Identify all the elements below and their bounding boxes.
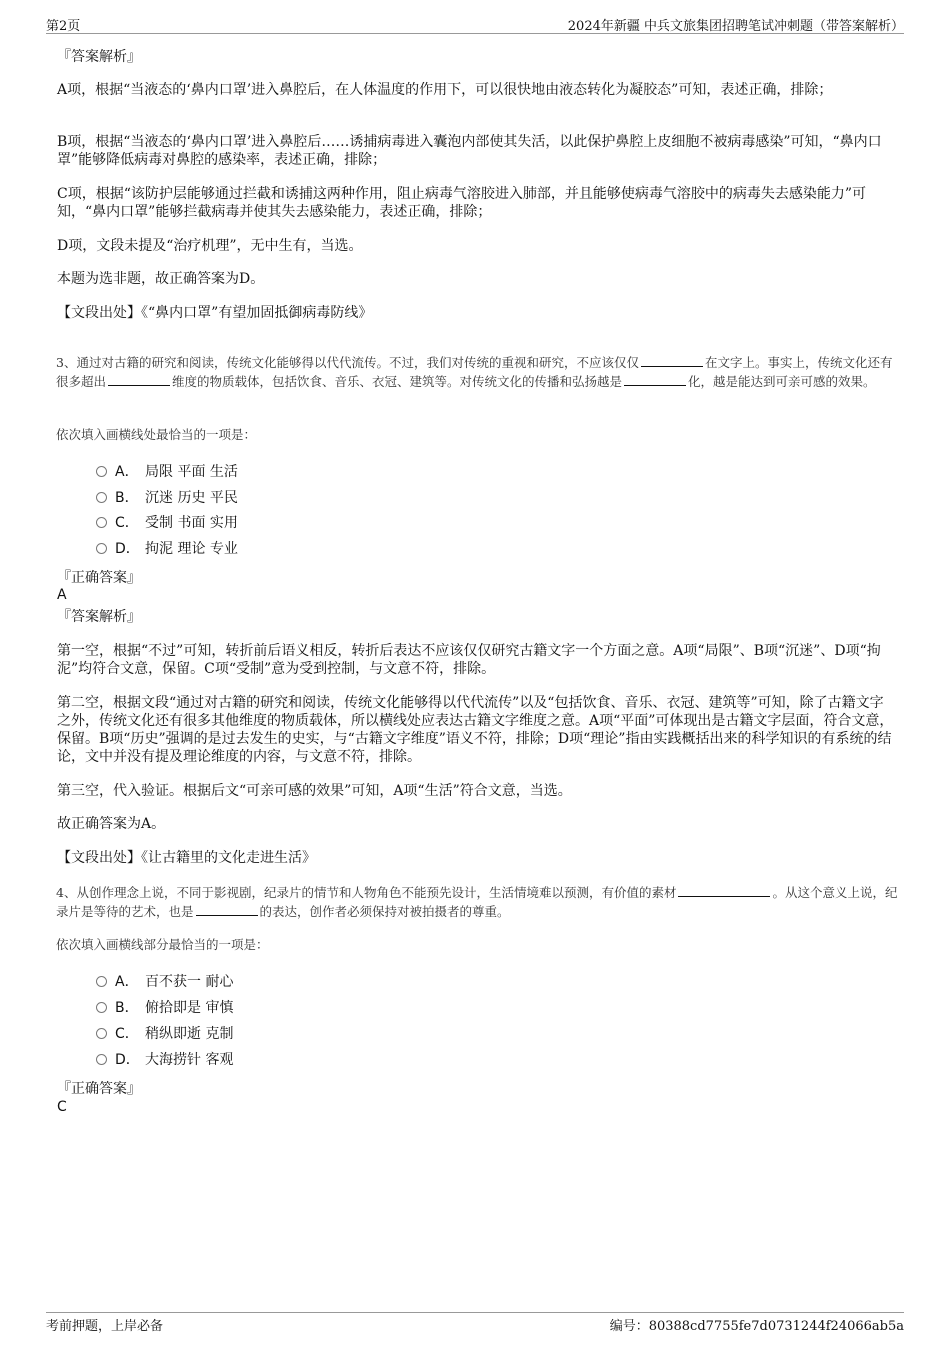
q3-prompt: 依次填入画横线处最恰当的一项是： xyxy=(56,427,257,442)
q3-option-d[interactable]: D． 拘泥 理论 专业 xyxy=(96,539,238,559)
q2-conclusion: 本题为选非题，故正确答案为D。 xyxy=(57,271,265,287)
q2-analysis-d: D项，文段未提及“治疗机理”，无中生有，当选。 xyxy=(57,238,363,254)
q3-option-c[interactable]: C． 受制 书面 实用 xyxy=(96,513,238,533)
q4-stem xyxy=(56,883,898,921)
q3-blank-2 xyxy=(108,373,170,386)
q4-stem-part1: 4、从创作理念上说，不同于影视剧，纪录片的情节和人物角色不能预先设计，生活情境难以预测，有价值的素材 xyxy=(56,885,677,900)
q4-prompt: 依次填入画横线部分最恰当的一项是： xyxy=(56,937,269,952)
q2-analysis-b: B项，根据“当液态的‘鼻内口罩’进入鼻腔后……诱捕病毒进入囊泡内部使其失活，以此保护鼻腔上皮细胞不被病毒感染”可知，“鼻内口罩”能够降低病毒对鼻腔的感染率，表述正确，排除； xyxy=(57,134,882,168)
q3-source: 【文段出处】《让古籍里的文化走进生活》 xyxy=(57,850,316,866)
q3-analysis-p2: 第二空，根据文段“通过对古籍的研究和阅读，传统文化能够得以代代流传”以及“包括饮食、音乐、衣冠、建筑等”可知，除了古籍文字之外，传统文化还有很多其他维度的物质载体，所以横线处应表达古籍文字维度之意。A项“平面”可体现出是古籍文字层面，符合文意，保留。B项“历史”强调的是过去发生的史实，与“古籍文字维度”语义不符，排除；D项“理论”指由实践概括出来的科学知识的有系统的结论，文中并没有提及理论维度的内容，与文意不符，排除。 xyxy=(57,695,894,765)
page-footer xyxy=(46,1312,904,1333)
q4-blank-2 xyxy=(196,903,258,916)
radio-icon[interactable] xyxy=(96,466,107,477)
q4-answer-label: 『正确答案』 xyxy=(57,1081,141,1097)
radio-icon[interactable] xyxy=(96,543,107,554)
q4-option-c[interactable]: C． 稍纵即逝 克制 xyxy=(96,1024,233,1044)
q3-blank-1 xyxy=(641,354,703,367)
q3-stem-part4: 化，越是能达到可亲可感的效果。 xyxy=(688,374,876,389)
radio-icon[interactable] xyxy=(96,1054,107,1065)
q3-analysis-p3: 第三空，代入验证。根据后文“可亲可感的效果”可知，A项“生活”符合文意，当选。 xyxy=(57,783,572,799)
q3-stem-part3: 维度的物质载体，包括饮食、音乐、衣冠、建筑等。对传统文化的传播和弘扬越是 xyxy=(172,374,623,389)
q4-stem-part3: 的表达，创作者必须保持对被拍摄者的尊重。 xyxy=(259,904,510,919)
page-number: 第2页 xyxy=(46,19,81,34)
q3-analysis-label: 『答案解析』 xyxy=(57,609,141,625)
radio-icon[interactable] xyxy=(96,976,107,987)
q4-option-a[interactable]: A． 百不获一 耐心 xyxy=(96,972,233,992)
radio-icon[interactable] xyxy=(96,517,107,528)
q2-source: 【文段出处】《“鼻内口罩”有望加固抵御病毒防线》 xyxy=(57,305,373,321)
q3-answer: A xyxy=(57,587,67,603)
q3-stem-part2: 在文字上。事实上，传统文化还有很多超出 xyxy=(56,355,893,389)
radio-icon[interactable] xyxy=(96,1028,107,1039)
q4-option-d[interactable]: D． 大海捞针 客观 xyxy=(96,1050,233,1070)
q4-blank-1 xyxy=(678,884,770,897)
radio-icon[interactable] xyxy=(96,492,107,503)
document-code: 编号：80388cd7755fe7d0731244f24066ab5a xyxy=(609,1319,904,1334)
q3-stem xyxy=(56,353,898,391)
document-title: 2024年新疆 中兵文旅集团招聘笔试冲刺题（带答案解析） xyxy=(567,19,904,34)
q4-answer: C xyxy=(57,1099,67,1115)
q2-analysis-c: C项，根据“该防护层能够通过拦截和诱捕这两种作用，阻止病毒气溶胶进入肺部，并且能够使病毒气溶胶中的病毒失去感染能力”可知，“鼻内口罩”能够拦截病毒并使其失去感染能力，表述正确，排除； xyxy=(57,186,867,220)
footer-slogan: 考前押题，上岸必备 xyxy=(46,1319,164,1334)
q3-blank-3 xyxy=(624,373,686,386)
q2-analysis-label: 『答案解析』 xyxy=(57,49,141,65)
q3-conclusion: 故正确答案为A。 xyxy=(57,816,166,832)
q2-analysis-a: A项，根据“当液态的‘鼻内口罩’进入鼻腔后，在人体温度的作用下，可以很快地由液态转化为凝胶态”可知，表述正确，排除； xyxy=(57,82,833,98)
q4-stem-part2: 。从这个意义上说，纪录片是等待的艺术，也是 xyxy=(56,885,898,919)
page-header xyxy=(46,15,904,34)
q3-answer-label: 『正确答案』 xyxy=(57,570,141,586)
q3-option-a[interactable]: A． 局限 平面 生活 xyxy=(96,462,238,482)
q3-stem-part1: 3、通过对古籍的研究和阅读，传统文化能够得以代代流传。不过，我们对传统的重视和研究，不应该仅仅 xyxy=(56,355,639,370)
radio-icon[interactable] xyxy=(96,1002,107,1013)
q4-option-b[interactable]: B． 俯拾即是 审慎 xyxy=(96,998,233,1018)
q3-option-b[interactable]: B． 沉迷 历史 平民 xyxy=(96,488,238,508)
q3-analysis-p1: 第一空，根据“不过”可知，转折前后语义相反，转折后表达不应该仅仅研究古籍文字一个方面之意。A项“局限”、B项“沉迷”、D项“拘泥”均符合文意，保留。C项“受制”意为受到控制，与文意不符，排除。 xyxy=(57,643,881,677)
